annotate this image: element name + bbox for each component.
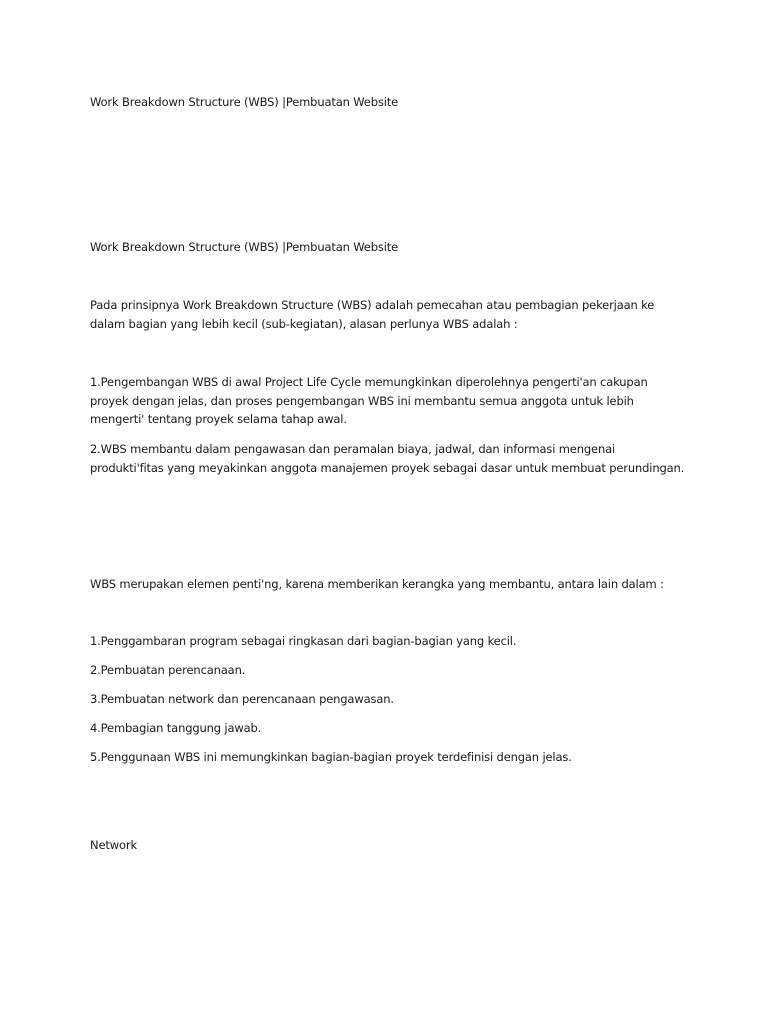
section-heading-network: Network [90, 838, 137, 852]
intro-line: Pada prinsipnya Work Breakdown Structure (WBS) adalah pemecahan atau pembagian pekerjaan ke [90, 298, 655, 312]
framework-item-1: 1.Penggambaran program sebagai ringkasan dari bagian-bagian yang kecil. [90, 634, 517, 648]
reason-line: 1.Pengembangan WBS di awal Project Life Cycle memungkinkan diperolehnya pengerti'an cakupan [90, 375, 648, 389]
intro-paragraph [90, 296, 690, 333]
reason-line: produkti'fitas yang meyakinkan anggota manajemen proyek sebagai dasar untuk membuat perundingan. [90, 460, 685, 475]
reason-paragraph-1 [90, 373, 690, 429]
framework-item-5: 5.Penggunaan WBS ini memungkinkan bagian-bagian proyek terdefinisi dengan jelas. [90, 750, 572, 764]
framework-item-2: 2.Pembuatan perencanaan. [90, 663, 246, 677]
framework-item-4: 4.Pembagian tanggung jawab. [90, 721, 262, 735]
reason-line: 2.WBS membantu dalam pengawasan dan peramalan biaya, jadwal, dan informasi mengenai [90, 442, 616, 456]
reason-line: mengerti' tentang proyek selama tahap awal. [90, 412, 347, 426]
framework-intro: WBS merupakan elemen penti'ng, karena memberikan kerangka yang membantu, antara lain dalam : [90, 577, 664, 591]
document-title: Work Breakdown Structure (WBS) |Pembuatan Website [90, 95, 399, 109]
reason-paragraph-2 [90, 440, 690, 477]
intro-line: dalam bagian yang lebih kecil (sub-kegiatan), alasan perlunya WBS adalah : [90, 316, 518, 331]
document-subtitle: Work Breakdown Structure (WBS) |Pembuatan Website [90, 240, 399, 254]
framework-item-3: 3.Pembuatan network dan perencanaan pengawasan. [90, 692, 394, 706]
reason-line: proyek dengan jelas, dan proses pengembangan WBS ini membantu semua anggota untuk lebih [90, 393, 634, 408]
